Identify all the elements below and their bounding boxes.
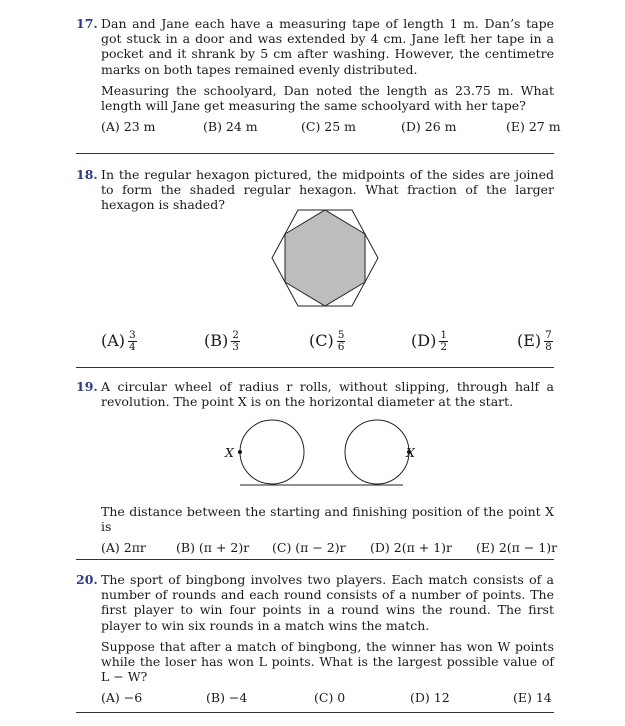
answer-c[interactable]: (C) 25 m	[301, 119, 357, 135]
fraction	[439, 330, 448, 353]
problem-text	[101, 572, 554, 684]
answer-c[interactable]: (C) (π − 2)r	[272, 540, 346, 556]
divider	[76, 367, 554, 368]
problem-number: 20.	[76, 572, 98, 587]
numerator: 3	[129, 329, 136, 341]
answer-label: (E)	[517, 331, 542, 350]
problem-17	[76, 16, 561, 141]
answer-d[interactable]: (D) 26 m	[401, 119, 457, 135]
answer-b[interactable]: (B) −4	[206, 690, 248, 706]
hexagon-figure	[265, 206, 385, 310]
problem-number: 19.	[76, 379, 98, 394]
divider	[76, 559, 554, 560]
answer-label: (A)	[101, 331, 126, 350]
problem-text	[101, 16, 554, 113]
fraction	[544, 330, 553, 353]
fraction	[128, 330, 137, 353]
problem-paragraph: A circular wheel of radius r rolls, without slipping, through half a revolution. The point X is on the horizontal diameter at the start.	[101, 379, 554, 410]
answer-d[interactable]	[411, 330, 448, 353]
numerator: 1	[440, 329, 447, 341]
numerator: 5	[337, 329, 345, 341]
answer-choices	[101, 330, 561, 360]
denominator: 3	[232, 341, 239, 353]
answer-d[interactable]: (D) 2(π + 1)r	[370, 540, 453, 556]
problem-question: The distance between the starting and finishing position of the point X is	[101, 504, 554, 535]
answer-b[interactable]	[204, 330, 240, 353]
denominator: 4	[129, 341, 136, 353]
answer-choices	[101, 119, 561, 141]
answer-c[interactable]: (C) 0	[314, 690, 346, 706]
answer-e[interactable]: (E) 2(π − 1)r	[476, 540, 558, 556]
answer-a[interactable]: (A) 23 m	[101, 119, 156, 135]
answer-d[interactable]: (D) 12	[410, 690, 450, 706]
answer-a[interactable]: (A) −6	[101, 690, 143, 706]
shaded-inner-hexagon	[285, 210, 365, 306]
problem-19	[76, 379, 554, 415]
answer-e[interactable]	[517, 330, 553, 353]
fraction	[337, 330, 346, 353]
answer-e[interactable]: (E) 27 m	[506, 119, 561, 135]
wheel-start-circle	[240, 420, 304, 484]
wheel-end-circle	[345, 420, 409, 484]
problem-paragraph: Suppose that after a match of bingbong, the winner has won W points while the loser has won L points. What is the largest possible value of L − W?	[101, 638, 554, 685]
divider	[76, 712, 554, 713]
problem-number: 18.	[76, 167, 98, 182]
fraction	[231, 330, 240, 353]
problem-paragraph: Dan and Jane each have a measuring tape of length 1 m. Dan’s tape got stuck in a door and was extended by 4 cm. Jane left her tape in a pocket and it shrank by 5 cm after washing. However, the centimetre marks on both tapes remained evenly distributed.	[101, 16, 554, 77]
problem-19-question	[76, 504, 558, 562]
problem-paragraph: The sport of bingbong involves two players. Each match consists of a number of rounds and each round consists of a number of points. The first player to win four points in a round wins the round. The first player to win six rounds in a match wins the match.	[101, 572, 554, 633]
label-x-end: X	[406, 445, 415, 460]
numerator: 2	[232, 329, 239, 341]
problem-text	[101, 504, 554, 534]
answer-choices	[101, 690, 554, 712]
answer-b[interactable]: (B) (π + 2)r	[176, 540, 250, 556]
answer-label: (C)	[309, 331, 334, 350]
problem-number: 17.	[76, 16, 98, 31]
denominator: 6	[337, 341, 345, 353]
problem-paragraph: In the regular hexagon pictured, the midpoints of the sides are joined to form the shaded regular hexagon. What fraction of the larger hexagon is shaded?	[101, 167, 554, 213]
answer-label: (D)	[411, 331, 437, 350]
answer-label: (B)	[204, 331, 229, 350]
wheel-figure	[215, 415, 415, 491]
problem-paragraph: Measuring the schoolyard, Dan noted the length as 23.75 m. What length will Jane get measuring the same schoolyard with her tape?	[101, 82, 554, 114]
answer-c[interactable]	[309, 330, 345, 353]
label-x-start: X	[225, 445, 234, 460]
problem-text	[101, 379, 554, 409]
numerator: 7	[545, 329, 552, 341]
divider	[76, 153, 554, 154]
answer-b[interactable]: (B) 24 m	[203, 119, 258, 135]
answer-e[interactable]: (E) 14	[513, 690, 552, 706]
answer-a[interactable]: (A) 2πr	[101, 540, 146, 556]
point-x-start	[238, 450, 242, 454]
denominator: 2	[440, 341, 447, 353]
denominator: 8	[545, 341, 552, 353]
problem-20	[76, 572, 554, 712]
answer-a[interactable]	[101, 330, 137, 353]
